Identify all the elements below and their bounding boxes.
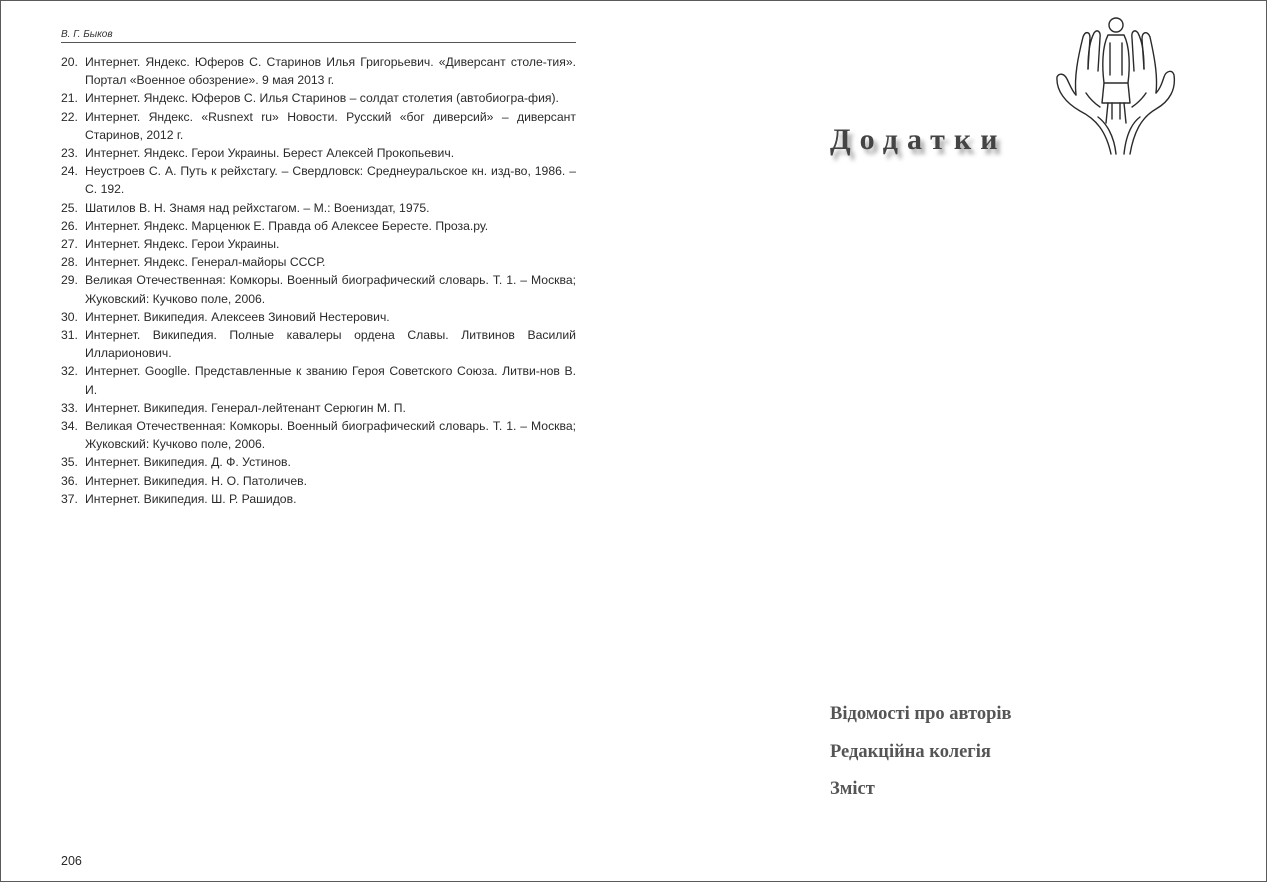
reference-text: Интернет. Яндекс. Юферов С. Старинов Илья Григорьевич. «Диверсант столе-тия». Портал «Военное обозрение». 9 мая 2013 г. bbox=[85, 55, 576, 88]
reference-text: Интернет. Википедия. Д. Ф. Устинов. bbox=[85, 455, 291, 470]
reference-text: Интернет. Яндекс. Юферов С. Илья Старинов – солдат столетия (автобиогра-фия). bbox=[85, 91, 559, 106]
reference-text: Шатилов В. Н. Знамя над рейхстагом. – М.: Воениздат, 1975. bbox=[85, 200, 430, 215]
reference-item bbox=[61, 253, 576, 271]
reference-text: Интернет. Википедия. Генерал-лейтенант Серюгин М. П. bbox=[85, 400, 406, 415]
reference-item bbox=[61, 89, 576, 107]
reference-number: 25. bbox=[61, 200, 78, 215]
reference-number: 27. bbox=[61, 237, 78, 252]
reference-number: 30. bbox=[61, 309, 78, 324]
reference-item bbox=[61, 490, 576, 508]
reference-item bbox=[61, 417, 576, 453]
reference-text: Великая Отечественная: Комкоры. Военный биографический словарь. Т. 1. – Москва; Жуковский: Кучково поле, 2006. bbox=[85, 273, 576, 306]
reference-item bbox=[61, 53, 576, 89]
reference-number: 28. bbox=[61, 255, 78, 270]
reference-item bbox=[61, 271, 576, 307]
running-head: В. Г. Быков bbox=[61, 29, 576, 43]
reference-number: 29. bbox=[61, 273, 78, 288]
reference-text: Интернет. Википедия. Полные кавалеры ордена Славы. Литвинов Василий Илларионович. bbox=[85, 328, 576, 361]
reference-item bbox=[61, 326, 576, 362]
reference-number: 33. bbox=[61, 400, 78, 415]
reference-text: Интернет. Яндекс. Герои Украины. bbox=[85, 237, 280, 252]
reference-number: 36. bbox=[61, 473, 78, 488]
reference-text: Интернет. Яндекс. Герои Украины. Берест Алексей Прокопьевич. bbox=[85, 146, 455, 161]
reference-item bbox=[61, 162, 576, 198]
reference-item bbox=[61, 399, 576, 417]
reference-item bbox=[61, 362, 576, 398]
reference-item bbox=[61, 235, 576, 253]
reference-text: Интернет. Яндекс. «Rusnext ru» Новости. Русский «бог диверсий» – диверсант Старинов, 2012 г. bbox=[85, 109, 576, 142]
reference-number: 23. bbox=[61, 146, 78, 161]
reference-text: Интернет. Яндекс. Генерал-майоры СССР. bbox=[85, 255, 326, 270]
appendix-item: Відомості про авторів bbox=[830, 704, 1012, 724]
reference-item bbox=[61, 308, 576, 326]
reference-number: 32. bbox=[61, 364, 78, 379]
page-number: 206 bbox=[61, 854, 82, 868]
appendix-item: Редакційна колегія bbox=[830, 741, 991, 762]
reference-item bbox=[61, 217, 576, 235]
reference-item bbox=[61, 144, 576, 162]
reference-text: Великая Отечественная: Комкоры. Военный биографический словарь. Т. 1. – Москва; Жуковский: Кучково поле, 2006. bbox=[85, 419, 576, 452]
appendix-contents bbox=[830, 704, 1012, 817]
reference-list bbox=[61, 53, 576, 508]
reference-item bbox=[61, 108, 576, 144]
reference-number: 22. bbox=[61, 109, 78, 124]
reference-number: 24. bbox=[61, 164, 78, 179]
reference-number: 37. bbox=[61, 491, 78, 506]
reference-text: Интернет. Яндекс. Марценюк Е. Правда об Алексее Бересте. Проза.ру. bbox=[85, 218, 489, 233]
appendix-item: Зміст bbox=[830, 779, 875, 799]
reference-text: Неустроев С. А. Путь к рейхстагу. – Свердловск: Среднеуральское кн. изд-во, 1986. – С. 192. bbox=[85, 164, 576, 197]
reference-text: Интернет. Википедия. Н. О. Патоличев. bbox=[85, 473, 308, 488]
section-title: Додатки bbox=[830, 123, 1007, 156]
reference-number: 31. bbox=[61, 328, 78, 343]
reference-text: Интернет. Википедия. Алексеев Зиновий Нестерович. bbox=[85, 309, 390, 324]
reference-text: Интернет. Википедия. Ш. Р. Рашидов. bbox=[85, 491, 297, 506]
reference-number: 35. bbox=[61, 455, 78, 470]
reference-text: Интернет. Googlle. Представленные к званию Героя Советского Союза. Литви-нов В. И. bbox=[85, 364, 576, 397]
reference-number: 34. bbox=[61, 419, 78, 434]
reference-number: 21. bbox=[61, 91, 78, 106]
reference-number: 20. bbox=[61, 55, 78, 69]
reference-item bbox=[61, 199, 576, 217]
hands-holding-figure-icon bbox=[1046, 11, 1186, 161]
reference-number: 26. bbox=[61, 218, 78, 233]
reference-item bbox=[61, 453, 576, 471]
reference-item bbox=[61, 472, 576, 490]
